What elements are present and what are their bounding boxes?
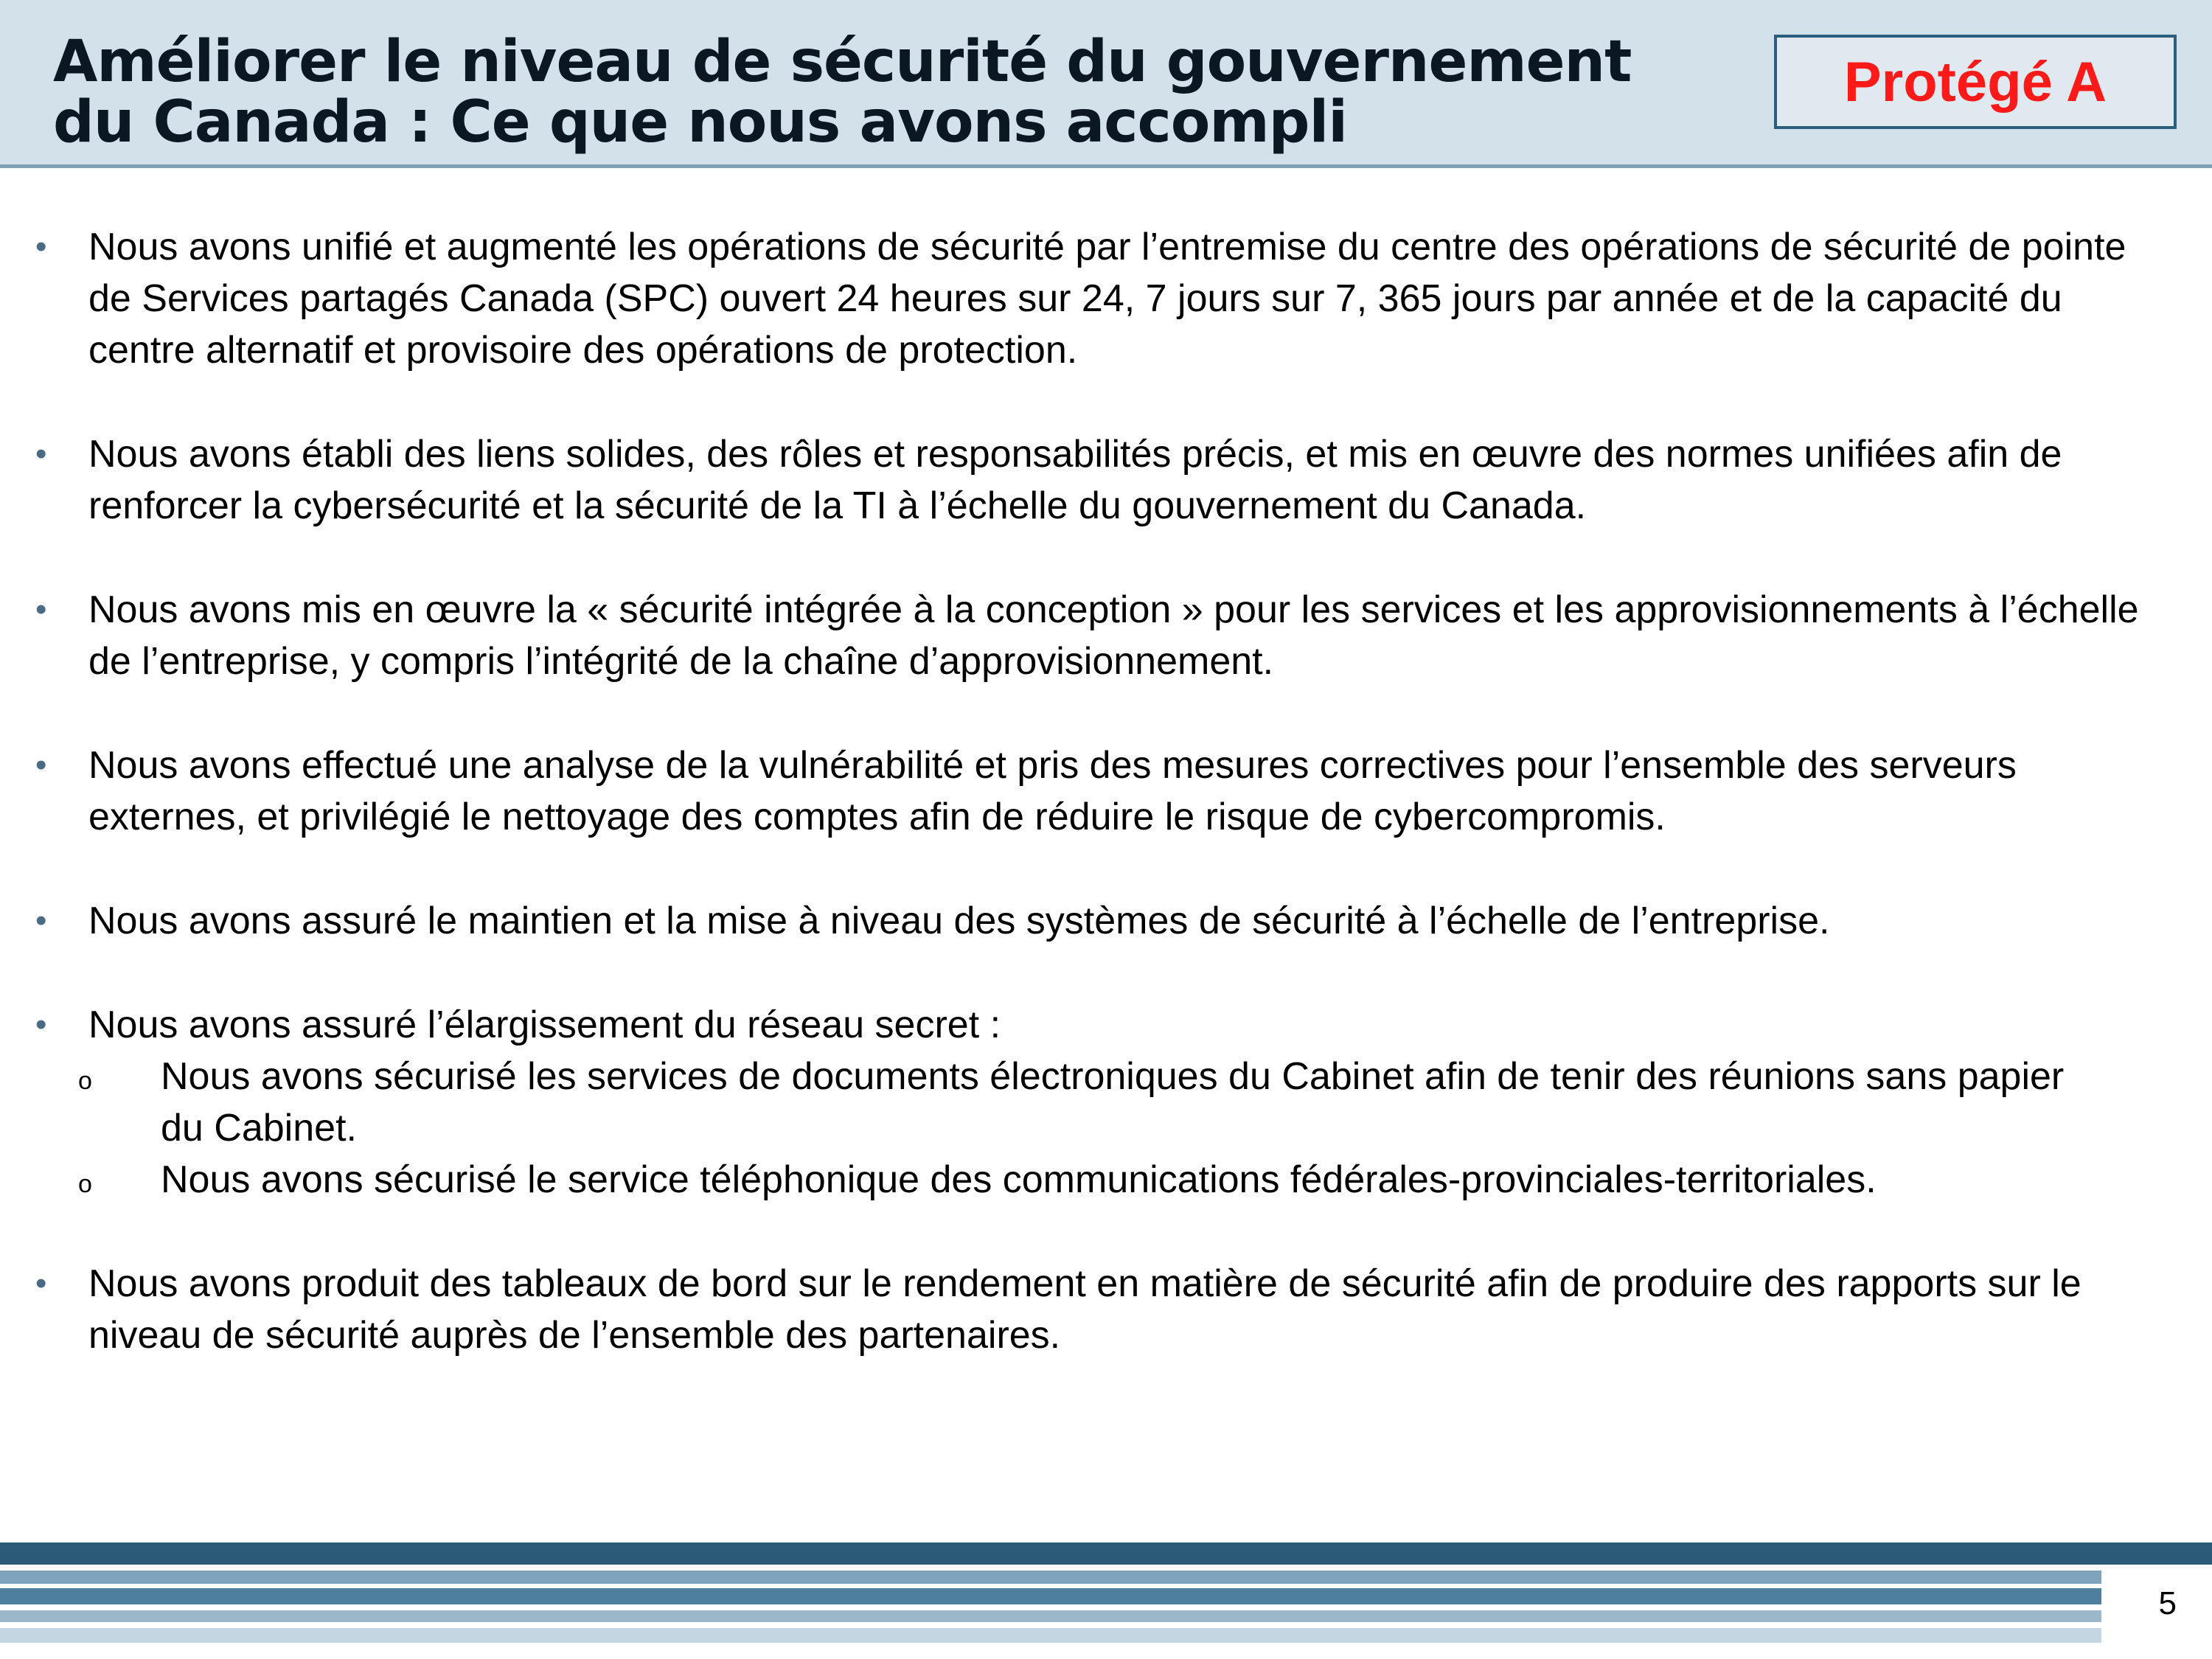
bullet-item [0,1258,2212,1361]
title-line-1: Améliorer le niveau de sécurité du gouvernement [53,29,1632,95]
bullet-text: • Nous avons produit des tableaux de bord sur le rendement en matière de sécurité afin de produire des rapports sur le niveau de sécurité auprès de l’ensemble des partenaires. [88,1262,2081,1357]
bullet-text: • Nous avons mis en œuvre la « sécurité intégrée à la conception » pour les services et les approvisionnements à l’échelle de l’entreprise, y compris l’intégrité de la chaîne d’approvisionnement. [88,588,2139,683]
bullet-item [0,221,2212,376]
slide-header [0,0,2212,168]
footer-stripe [0,1628,2101,1643]
slide-title [53,3,1712,156]
bullet-item [0,428,2212,532]
bullet-text: • Nous avons unifié et augmenté les opérations de sécurité par l’entremise du centre des opérations de sécurité de pointe de Services partagés Canada (SPC) ouvert 24 heures sur 24, 7 jours sur 7, 365 jours par année et de la capacité du centre alternatif et provisoire des opérations de protection. [88,226,2126,372]
footer-stripe [0,1543,2212,1565]
page-number: 5 [2158,1585,2177,1621]
classification-badge: Protégé A [1774,35,2177,129]
footer-stripe [0,1588,2101,1604]
footer-stripe [0,1610,2101,1622]
footer-stripes [0,1543,2212,1659]
title-line-2: du Canada : Ce que nous avons accompli [53,89,1347,156]
sub-bullet-list [88,1051,2212,1206]
bullet-text: • Nous avons assuré l’élargissement du réseau secret : [88,1004,1001,1046]
footer-stripe [0,1571,2101,1584]
bullet-item [0,584,2212,687]
sub-bullet-item: o Nous avons sécurisé les services de documents électroniques du Cabinet afin de tenir des réunions sans papier du Cabinet. [0,1051,2093,1154]
bullet-text: • Nous avons assuré le maintien et la mise à niveau des systèmes de sécurité à l’échelle de l’entreprise. [88,900,1830,942]
bullet-text: • Nous avons établi des liens solides, des rôles et responsabilités précis, et mis en œuvre des normes unifiées afin de renforcer la cybersécurité et la sécurité de la TI à l’échelle du gouvernement du Canada. [88,433,2062,527]
bullet-item [0,999,2212,1206]
bullet-text: • Nous avons effectué une analyse de la vulnérabilité et pris des mesures correctives pour l’ensemble des serveurs externes, et privilégié le nettoyage des comptes afin de réduire le risque de cybercompromis. [88,744,2017,838]
bullet-item [0,895,2212,947]
bullet-list [0,221,2212,1361]
bullet-item [0,740,2212,843]
sub-bullet-item: o Nous avons sécurisé le service téléphonique des communications fédérales-provinciales-territoriales. [0,1154,2093,1206]
slide-content [0,221,2212,1413]
